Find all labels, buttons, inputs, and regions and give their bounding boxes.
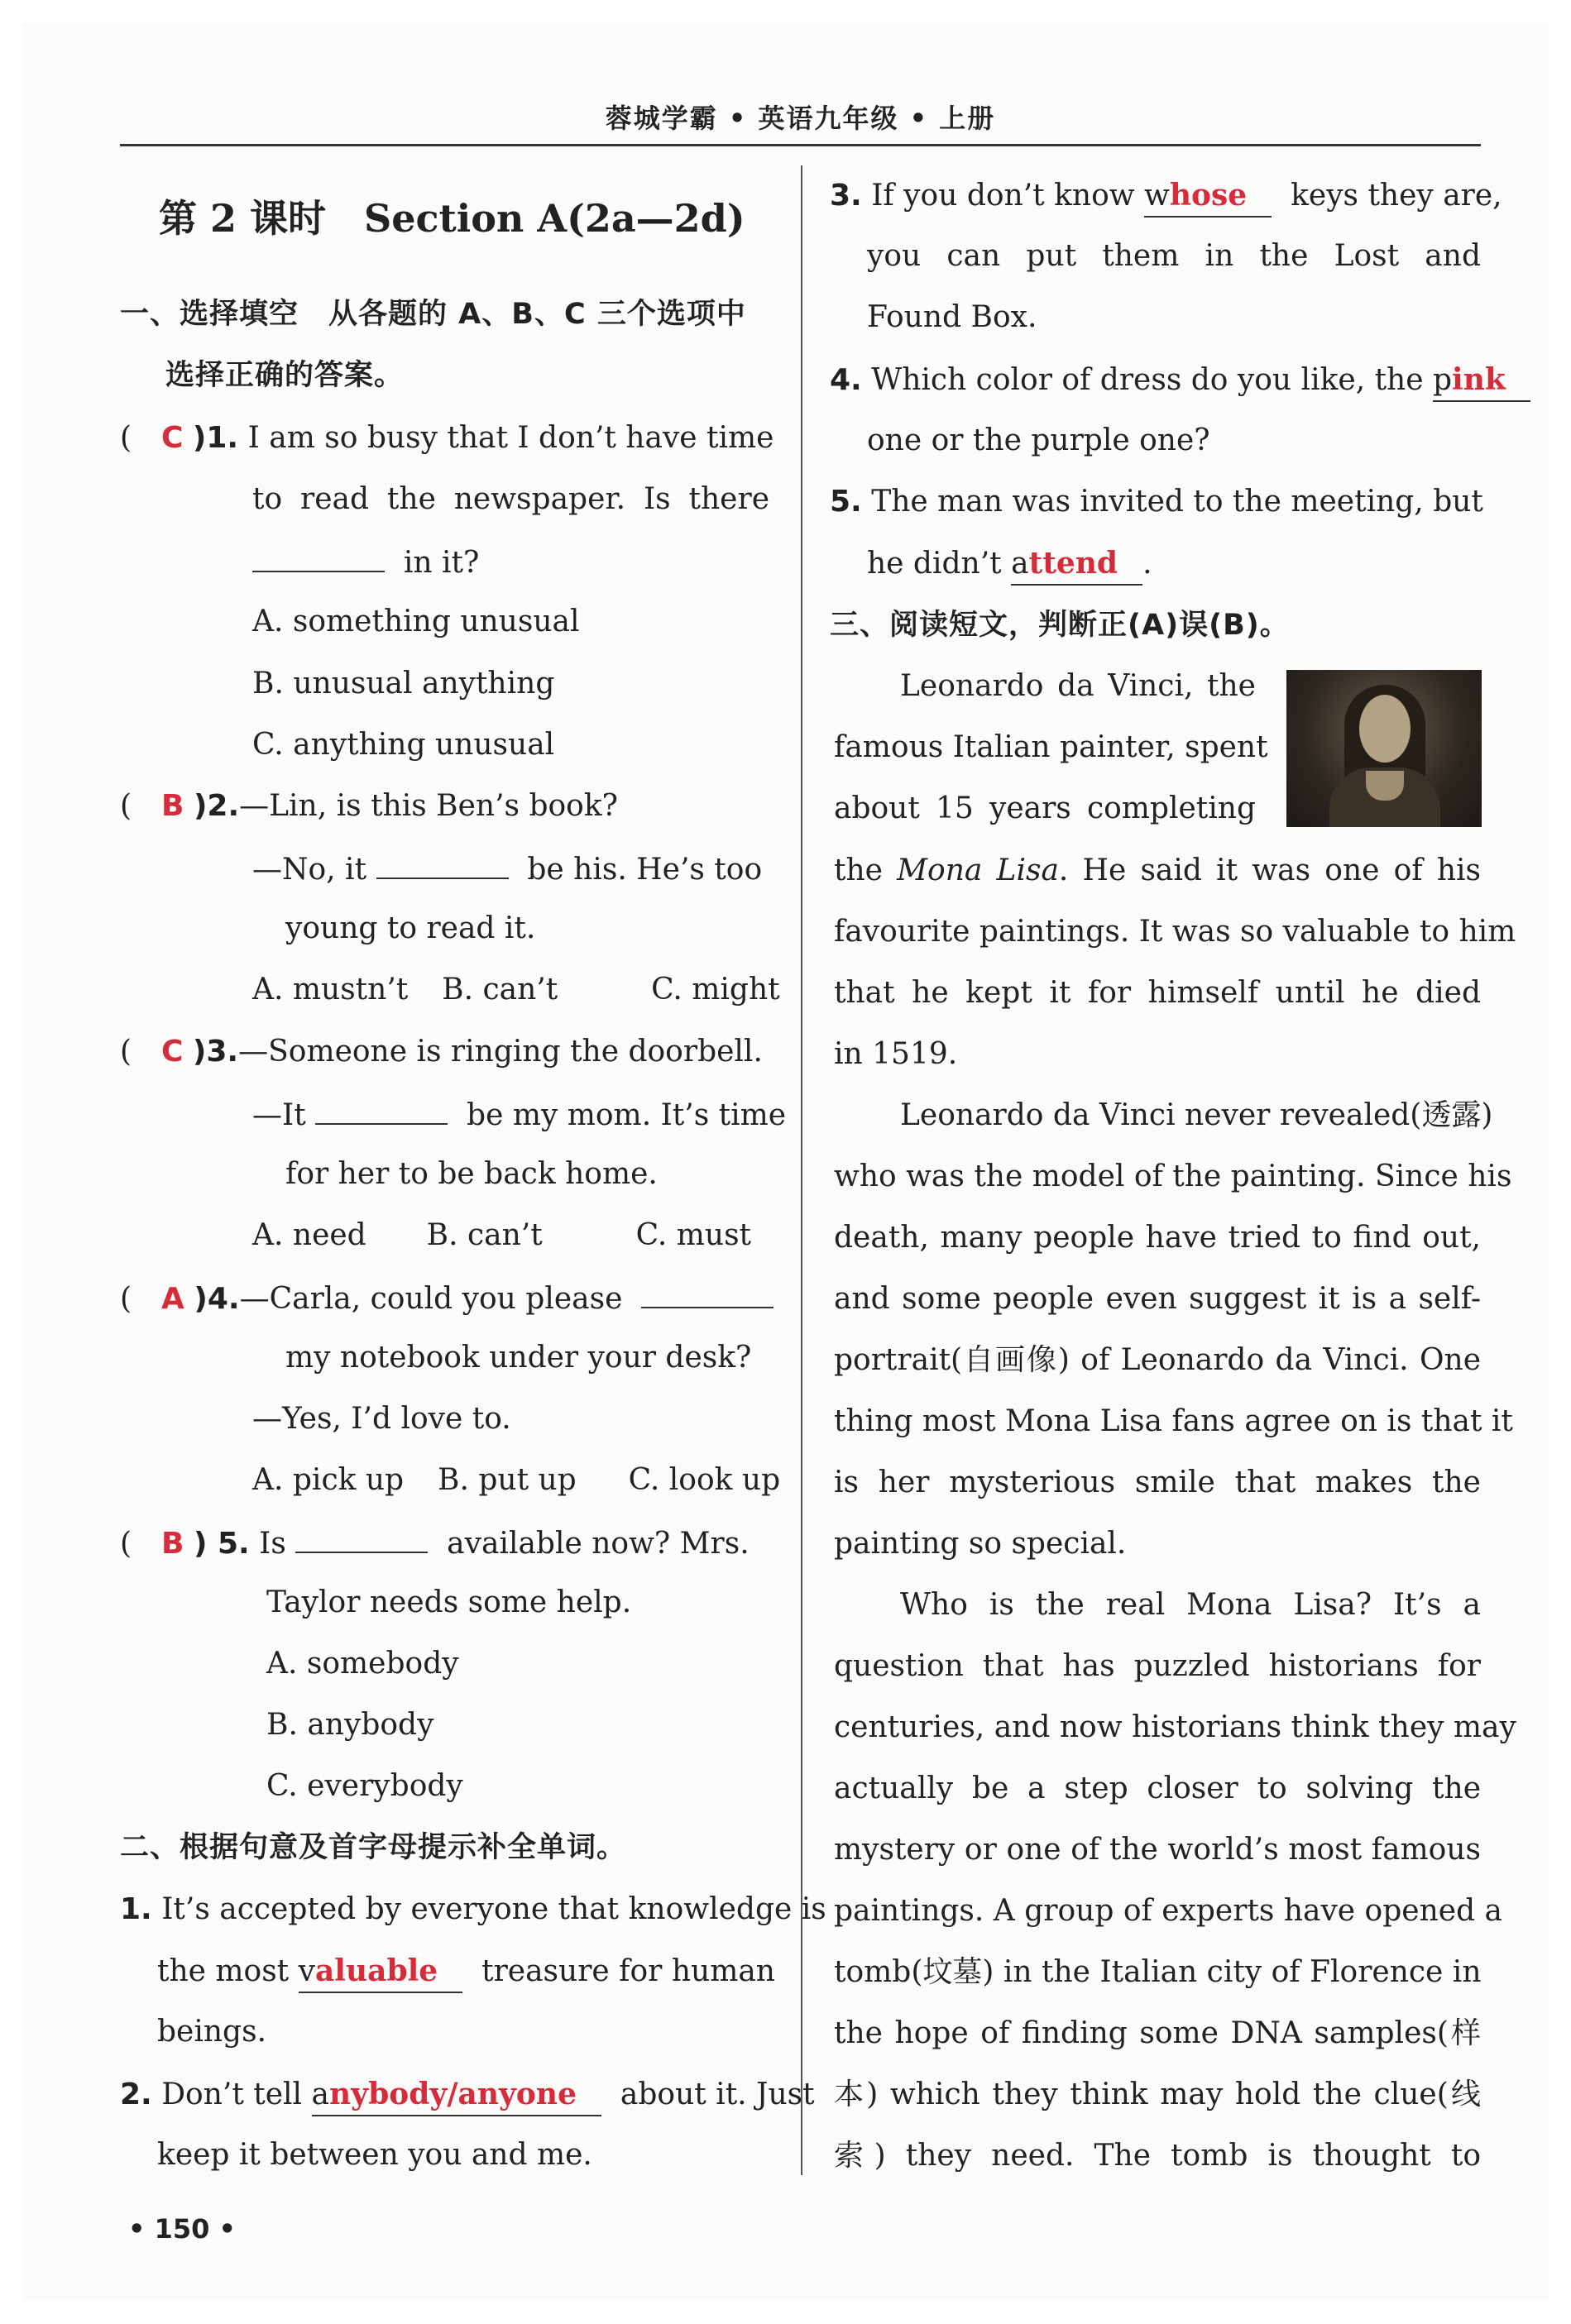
column-divider	[801, 165, 802, 2175]
answer-mark: A	[161, 1282, 184, 1316]
fill-question-1-line3: beings.	[157, 2015, 267, 2049]
question-2-line3: young to read it.	[285, 911, 536, 945]
part3-heading: 三、阅读短文，判断正(A)误(B)。	[830, 609, 1290, 642]
answer-blank[interactable]	[295, 1522, 428, 1553]
option-c: C. might	[651, 973, 780, 1007]
question-2-line2: —No, it be his. He’s too	[252, 848, 762, 890]
answer-blank[interactable]	[252, 541, 385, 572]
para2-line5: portrait(自画像) of Leonardo da Vinci. One	[834, 1343, 1481, 1377]
answer-mark: B	[161, 789, 184, 823]
para3-line1: Who is the real Mona Lisa? It’s a	[900, 1588, 1481, 1622]
para1-line4: the Mona Lisa. He said it was one of his	[834, 854, 1482, 887]
para3-line2: question that has puzzled historians for	[834, 1649, 1481, 1683]
para3-line7: tomb(坟墓) in the Italian city of Florence in	[834, 1955, 1482, 1989]
answer-blank[interactable]	[641, 1277, 774, 1308]
para3-line10: 索) they need. The tomb is thought to	[834, 2139, 1481, 2173]
para1-line2: famous Italian painter, spent	[834, 730, 1268, 764]
option-b: B. can’t	[426, 1218, 543, 1252]
para2-line2: who was the model of the painting. Since his	[834, 1160, 1512, 1193]
question-3-line2: —It be my mom. It’s time	[252, 1093, 786, 1136]
para2-line6: thing most Mona Lisa fans agree on is that it	[834, 1404, 1513, 1438]
question-3: ( C )3.—Someone is ringing the doorbell.	[120, 1035, 763, 1069]
part1-heading-line1: 一、选择填空 从各题的 A、B、C 三个选项中	[120, 298, 746, 331]
answer-blank[interactable]: anybody/anyone	[312, 2074, 602, 2116]
option-c: C. anything unusual	[252, 728, 555, 762]
para2-line8: painting so special.	[834, 1527, 1127, 1561]
para2-line7: is her mysterious smile that makes the	[834, 1466, 1481, 1499]
question-4-line3: —Yes, I’d love to.	[252, 1402, 511, 1436]
para3-line3: centuries, and now historians think they may	[834, 1710, 1516, 1744]
para1-line6: that he kept it for himself until he died	[834, 976, 1481, 1010]
option-a: A. somebody	[266, 1647, 459, 1681]
option-c: C. everybody	[266, 1769, 463, 1803]
answer-blank[interactable]: whose	[1144, 175, 1272, 218]
para3-line4: actually be a step closer to solving the	[834, 1772, 1481, 1805]
part2-heading: 二、根据句意及首字母提示补全单词。	[120, 1831, 627, 1864]
fill-question-3-line3: Found Box.	[867, 300, 1037, 334]
para1-line3: about 15 years completing	[834, 791, 1256, 825]
question-2: ( B )2.—Lin, is this Ben’s book?	[120, 789, 618, 823]
question-4-line2: my notebook under your desk?	[285, 1341, 752, 1375]
question-4: ( A )4.—Carla, could you please	[120, 1277, 774, 1319]
question-3-line3: for her to be back home.	[285, 1157, 658, 1191]
fill-question-1-line2: the most valuable treasure for human	[157, 1951, 775, 1993]
question-1-line3: in it?	[252, 541, 479, 583]
mona-lisa-image	[1286, 670, 1482, 827]
fill-question-1: 1. It’s accepted by everyone that knowledge is	[120, 1892, 826, 1926]
para2-line4: and some people even suggest it is a self-	[834, 1282, 1481, 1316]
fill-question-5: 5. The man was invited to the meeting, but	[830, 485, 1483, 519]
answer-mark: B	[161, 1527, 184, 1561]
fill-question-3-line2: you can put them in the Lost and	[867, 239, 1481, 273]
option-c: C. must	[635, 1218, 752, 1252]
option-a: A. something unusual	[252, 605, 580, 638]
para3-line5: mystery or one of the world’s most famous	[834, 1833, 1481, 1867]
answer-blank[interactable]	[376, 848, 509, 879]
options-row	[252, 1216, 751, 1255]
answer-blank[interactable]: valuable	[299, 1951, 463, 1993]
para3-line6: paintings. A group of experts have opened a	[834, 1894, 1503, 1928]
fill-question-3: 3. If you don’t know whose keys they are,	[830, 175, 1502, 218]
option-c: C. look up	[628, 1463, 781, 1497]
question-1-line2: to read the newspaper. Is there	[252, 482, 769, 516]
part1-heading-line2: 选择正确的答案。	[165, 359, 405, 392]
fill-question-4-line2: one or the purple one?	[867, 423, 1210, 457]
answer-blank[interactable]: attend	[1011, 543, 1142, 586]
fill-question-2: 2. Don’t tell anybody/anyone about it. Just	[120, 2074, 815, 2116]
header-rule	[120, 144, 1481, 146]
fill-question-5-line2: he didn’t attend .	[867, 543, 1152, 586]
lesson-title: 第 2 课时 Section A(2a—2d)	[159, 196, 745, 241]
para3-line8: the hope of finding some DNA samples(样	[834, 2016, 1481, 2050]
option-a: A. pick up	[252, 1463, 405, 1497]
question-5: ( B ) 5. Is available now? Mrs.	[120, 1522, 750, 1564]
option-b: B. can’t	[442, 973, 558, 1007]
fill-question-4: 4. Which color of dress do you like, the pink	[830, 360, 1530, 402]
option-b: B. unusual anything	[252, 667, 555, 701]
answer-mark: C	[161, 1035, 184, 1069]
option-a: A. need	[252, 1218, 366, 1252]
fill-question-2-line2: keep it between you and me.	[157, 2138, 592, 2172]
page-number: • 150 •	[128, 2213, 236, 2245]
answer-mark: C	[161, 421, 184, 455]
option-b: B. anybody	[266, 1708, 434, 1742]
options-row	[252, 1461, 780, 1500]
options-row	[252, 970, 780, 1010]
para2-line3: death, many people have tried to find out,	[834, 1221, 1481, 1255]
para1-line7: in 1519.	[834, 1037, 958, 1071]
para2-line1: Leonardo da Vinci never revealed(透露)	[900, 1098, 1493, 1132]
para3-line9: 本) which they think may hold the clue(线	[834, 2078, 1481, 2111]
para1-line5: favourite paintings. It was so valuable to him	[834, 915, 1516, 949]
question-1: ( C )1. I am so busy that I don’t have time	[120, 421, 774, 455]
answer-blank[interactable]	[315, 1093, 448, 1125]
answer-blank[interactable]: pink	[1433, 360, 1530, 402]
para1-line1: Leonardo da Vinci, the	[900, 669, 1256, 703]
option-b: B. put up	[438, 1463, 577, 1497]
option-a: A. mustn’t	[252, 973, 409, 1007]
question-5-line2: Taylor needs some help.	[266, 1585, 632, 1619]
running-header: 蓉城学霸 • 英语九年级 • 上册	[605, 103, 996, 134]
